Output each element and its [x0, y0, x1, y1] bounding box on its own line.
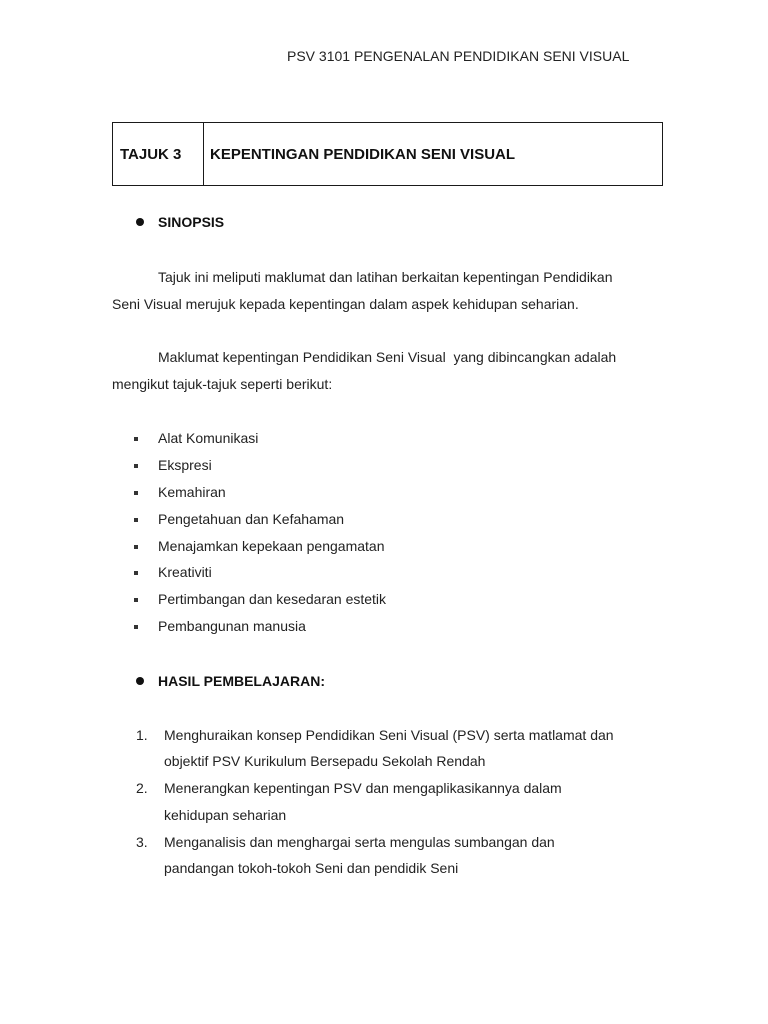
item-text-line: Menganalisis dan menghargai serta mengulas sumbangan dan	[164, 834, 555, 850]
list-item-text: Kemahiran	[158, 484, 226, 500]
square-bullet-icon	[134, 518, 138, 522]
topic-number: TAJUK 3	[113, 123, 204, 185]
bullet-icon	[136, 218, 144, 226]
item-text-line: Menerangkan kepentingan PSV dan mengaplikasikannya dalam	[164, 780, 562, 796]
item-number: 2.	[136, 780, 148, 796]
topic-title: KEPENTINGAN PENDIDIKAN SENI VISUAL	[210, 145, 516, 163]
square-bullet-icon	[134, 545, 138, 549]
topic-box	[112, 122, 663, 186]
list-item-text: Pertimbangan dan kesedaran estetik	[158, 591, 387, 607]
synopsis-heading: SINOPSIS	[158, 214, 225, 230]
item-text-line: kehidupan seharian	[164, 807, 287, 823]
list-item-text: Alat Komunikasi	[158, 430, 259, 446]
learning-outcomes-heading: HASIL PEMBELAJARAN:	[158, 673, 325, 689]
running-header: PSV 3101 PENGENALAN PENDIDIKAN SENI VISUAL	[287, 48, 630, 64]
bullet-icon	[136, 677, 144, 685]
list-item-text: Menajamkan kepekaan pengamatan	[158, 538, 385, 554]
list-item-text: Ekspresi	[158, 457, 212, 473]
square-bullet-icon	[134, 571, 138, 575]
paragraph-line: Maklumat kepentingan Pendidikan Seni Visual yang dibincangkan adalah	[158, 349, 617, 365]
paragraph-line: mengikut tajuk-tajuk seperti berikut:	[112, 376, 333, 392]
item-text-line: pandangan tokoh-tokoh Seni dan pendidik Seni	[164, 860, 459, 876]
item-number: 3.	[136, 834, 148, 850]
list-item-text: Pembangunan manusia	[158, 618, 306, 634]
square-bullet-icon	[134, 491, 138, 495]
list-item-text: Pengetahuan dan Kefahaman	[158, 511, 345, 527]
square-bullet-icon	[134, 625, 138, 629]
square-bullet-icon	[134, 437, 138, 441]
item-text-line: objektif PSV Kurikulum Bersepadu Sekolah Rendah	[164, 753, 486, 769]
list-item-text: Kreativiti	[158, 564, 212, 580]
item-number: 1.	[136, 727, 148, 743]
paragraph-line: Seni Visual merujuk kepada kepentingan dalam aspek kehidupan seharian.	[112, 296, 579, 312]
square-bullet-icon	[134, 598, 138, 602]
square-bullet-icon	[134, 464, 138, 468]
item-text-line: Menghuraikan konsep Pendidikan Seni Visual (PSV) serta matlamat dan	[164, 727, 614, 743]
paragraph-line: Tajuk ini meliputi maklumat dan latihan berkaitan kepentingan Pendidikan	[158, 269, 613, 285]
